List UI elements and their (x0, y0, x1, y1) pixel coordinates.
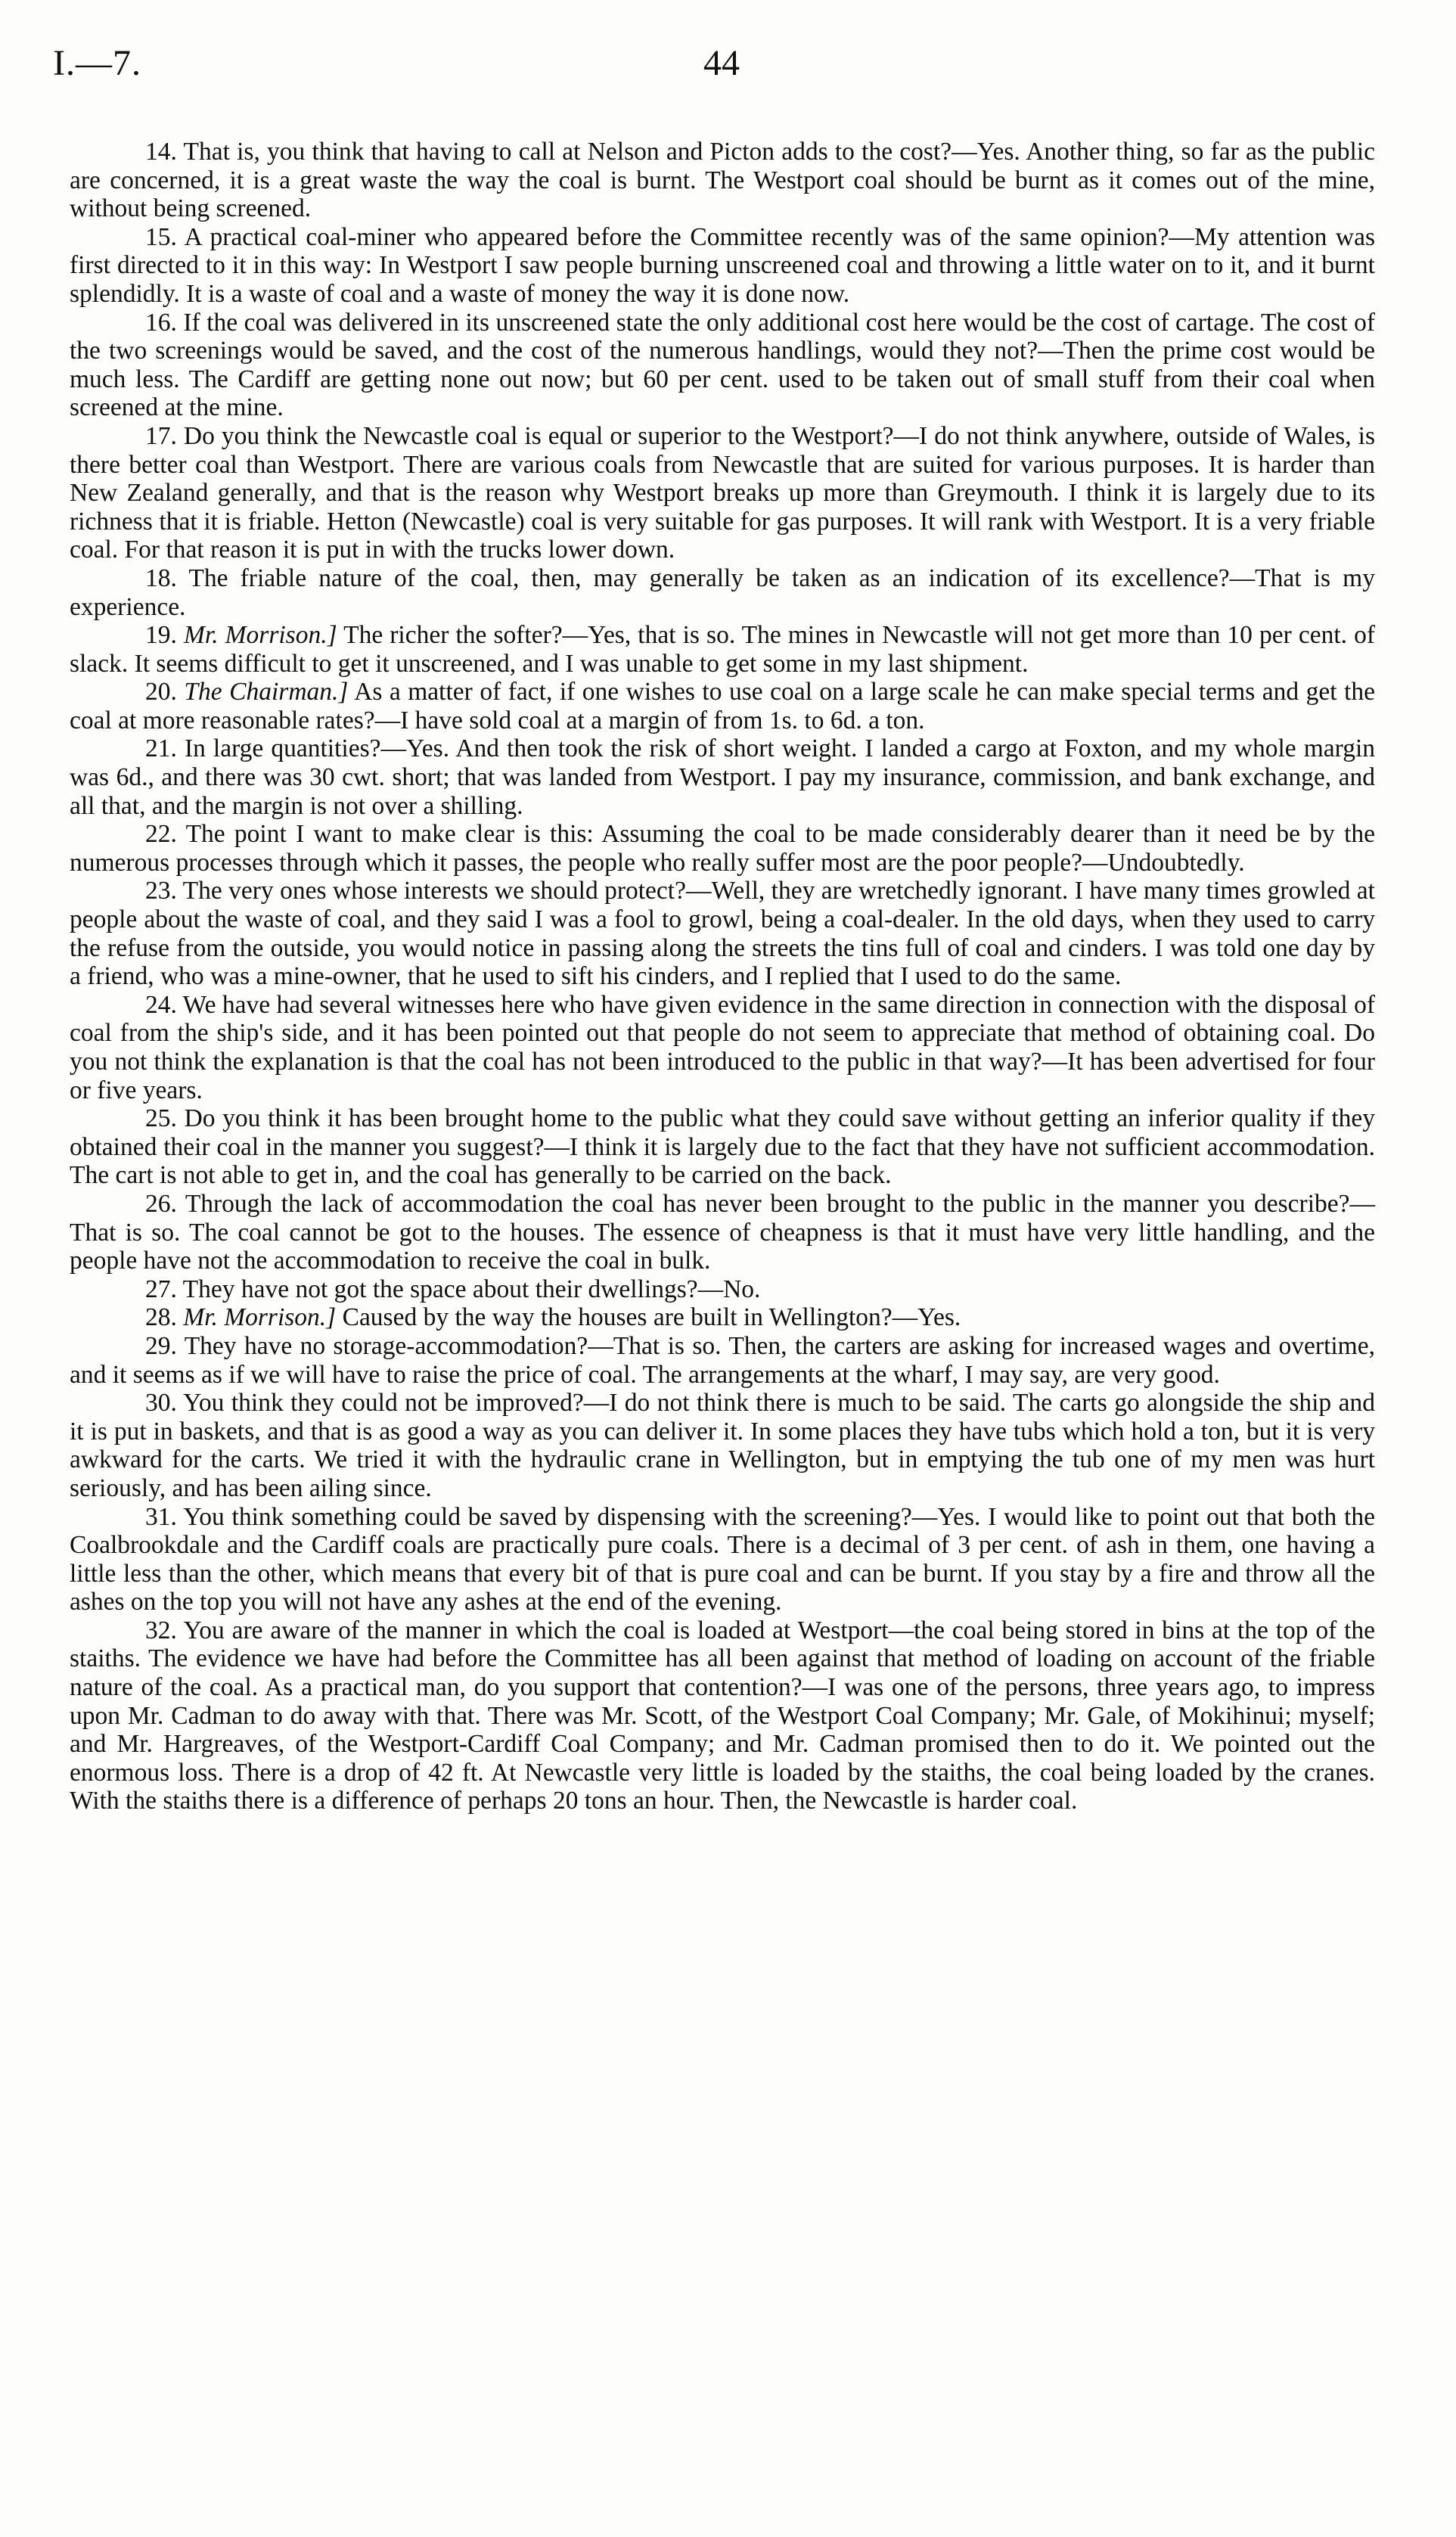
paragraph-31 (70, 1503, 1375, 1616)
paragraph-29 (70, 1332, 1375, 1389)
paragraph-number: 31. (145, 1502, 177, 1531)
paragraph-text: Through the lack of accommodation the coal has never been brought to the public in the manner you describe?—That is so. The coal cannot be got to the houses. The essence of cheapness is that it must have very little handling, and the people have not the accommodation to receive the coal in bulk. (70, 1189, 1375, 1275)
paragraph-text: If the coal was delivered in its unscreened state the only additional cost here would be the cost of cartage. The cost of the two screenings would be saved, and the cost of the numerous handlings, would they not?—Then the prime cost would be much less. The Cardiff are getting none out now; but 60 per cent. used to be taken out of small stuff from their coal when screened at the mine. (70, 308, 1376, 422)
paragraph-number: 26. (145, 1189, 177, 1218)
paragraph-number: 15. (145, 222, 177, 251)
paragraph-number: 28. (145, 1303, 177, 1332)
paragraph-text: They have no storage-accommodation?—That is so. Then, the carters are asking for increased wages and overtime, and it seems as if we will have to raise the price of coal. The arrangements at the wharf, I may say, are very good. (70, 1331, 1375, 1389)
paragraph-21 (70, 734, 1375, 820)
paragraph-text: A practical coal-miner who appeared before the Committee recently was of the same opinion?—My attention was first directed to it in this way: In Westport I saw people burning unscreened coal and throwing a little water on to it, and it burnt splendidly. It is a waste of coal and a waste of money the way it is done now. (70, 222, 1376, 308)
paragraph-text: In large quantities?—Yes. And then took the risk of short weight. I landed a cargo at Foxton, and my whole margin was 6d., and there was 30 cwt. short; that was landed from Westport. I pay my insurance, commission, and bank exchange, and all that, and the margin is not over a shilling. (70, 734, 1375, 820)
paragraph-number: 22. (145, 820, 177, 849)
paragraph-number: 24. (145, 990, 177, 1019)
speaker-name: The Chairman.] (184, 678, 349, 706)
paragraph-text: The very ones whose interests we should protect?—Well, they are wretchedly ignorant. I have many times growled at people about the waste of coal, and they said I was a fool to growl, being a coal-dealer. In the old days, when they used to carry the refuse from the outside, you would notice in passing along the streets the tins full of coal and cinders. I was told one day by a friend, who was a mine-owner, that he used to sift his cinders, and I replied that I used to do the same. (70, 877, 1375, 991)
paragraph-text: The point I want to make clear is this: Assuming the coal to be made considerably dearer than it need be by the numerous processes through which it passes, the people who really suffer most are the poor people?—Undoubtedly. (70, 820, 1375, 877)
paragraph-text: Caused by the way the houses are built in Wellington?—Yes. (342, 1303, 961, 1332)
paragraph-24 (70, 991, 1375, 1104)
paragraph-32 (70, 1616, 1375, 1815)
paragraph-22 (70, 820, 1375, 877)
paragraph-18 (70, 564, 1375, 621)
paragraph-text: The friable nature of the coal, then, may generally be taken as an indication of its excellence?—That is my experience. (70, 564, 1375, 621)
paragraph-number: 19. (145, 621, 177, 650)
paragraph-number: 29. (145, 1331, 177, 1360)
paragraph-17 (70, 422, 1375, 564)
paragraph-15 (70, 223, 1375, 309)
paragraph-26 (70, 1190, 1375, 1275)
paragraph-number: 25. (145, 1104, 177, 1133)
paragraph-text: You think they could not be improved?—I do not think there is much to be said. The carts go alongside the ship and it is put in baskets, and that is as good a way as you can deliver it. In some places they have tubs which hold a ton, but it is very awkward for the carts. We tried it with the hydraulic crane in Wellington, but in emptying the tub one of my men was hurt seriously, and has been ailing since. (70, 1389, 1375, 1502)
paragraph-14 (70, 138, 1375, 223)
speaker-name: Mr. Morrison.] (183, 621, 337, 650)
page-number: 44 (703, 43, 740, 83)
paragraph-20 (70, 678, 1375, 734)
paragraph-text: As a matter of fact, if one wishes to use coal on a large scale he can make special terms and get the coal at more reasonable rates?—I have sold coal at a margin of from 1s. to 6d. a ton. (70, 678, 1376, 734)
paragraph-27 (70, 1275, 1375, 1304)
paragraph-text: You are aware of the manner in which the coal is loaded at Westport—the coal being stored in bins at the top of the staiths. The evidence we have had before the Committee has all been against that method of loading on account of the friable nature of the coal. As a practical man, do you support that contention?—I was one of the persons, three years ago, to impress upon Mr. Cadman to do away with that. There was Mr. Scott, of the Westport Coal Company; Mr. Gale, of Mokihinui; myself; and Mr. Hargreaves, of the Westport-Cardiff Coal Company; and Mr. Cadman promised then to do it. We pointed out the enormous loss. There is a drop of 42 ft. At Newcastle very little is loaded by the staiths, the coal being loaded by the cranes. With the staiths there is a difference of perhaps 20 tons an hour. Then, the Newcastle is harder coal. (70, 1616, 1375, 1815)
paragraph-text: We have had several witnesses here who have given evidence in the same direction in connection with the disposal of coal from the ship's side, and it has been pointed out that people do not seem to appreciate that method of obtaining coal. Do you not think the explanation is that the coal has not been introduced to the public in that way?—It has been advertised for four or five years. (70, 990, 1375, 1104)
paragraph-25 (70, 1104, 1375, 1190)
paragraph-number: 23. (145, 877, 177, 905)
paragraph-number: 32. (145, 1616, 177, 1644)
paragraph-number: 20. (145, 678, 177, 706)
paragraph-28 (70, 1303, 1375, 1332)
paragraph-number: 30. (145, 1389, 177, 1418)
paragraph-text: Do you think the Newcastle coal is equal or superior to the Westport?—I do not think anywhere, outside of Wales, is there better coal than Westport. There are various coals from Newcastle that are suited for various purposes. It is harder than New Zealand generally, and that is the reason why Westport breaks up more than Greymouth. I think it is largely due to its richness that it is friable. Hetton (Newcastle) coal is very suitable for gas purposes. It will rank with Westport. It is a very friable coal. For that reason it is put in with the trucks lower down. (70, 421, 1376, 564)
testimony-body (70, 138, 1375, 1815)
paragraph-text: The richer the softer?—Yes, that is so. The mines in Newcastle will not get more than 10 per cent. of slack. It seems difficult to get it unscreened, and I was unable to get some in my last shipment. (70, 621, 1375, 678)
paragraph-text: That is, you think that having to call at Nelson and Picton adds to the cost?—Yes. Another thing, so far as the public are concerned, it is a great waste the way the coal is burnt. The Westport coal should be burnt as it comes out of the mine, without being screened. (70, 138, 1375, 223)
paragraph-text: They have not got the space about their dwellings?—No. (182, 1275, 761, 1303)
paragraph-text: Do you think it has been brought home to the public what they could save without getting an inferior quality if they obtained their coal in the manner you suggest?—I think it is largely due to the fact that they have not sufficient accommodation. The cart is not able to get in, and the coal has generally to be carried on the back. (70, 1104, 1376, 1190)
paragraph-text: You think something could be saved by dispensing with the screening?—Yes. I would like to point out that both the Coalbrookdale and the Cardiff coals are practically pure coals. There is a decimal of 3 per cent. of ash in them, one having a little less than the other, which means that every bit of that is pure coal and can be burnt. If you stay by a fire and throw all the ashes on the top you will not have any ashes at the end of the evening. (70, 1502, 1376, 1616)
speaker-name: Mr. Morrison.] (183, 1303, 337, 1332)
paragraph-30 (70, 1389, 1375, 1502)
paragraph-number: 14. (145, 138, 177, 166)
paragraph-number: 27. (145, 1275, 177, 1303)
paragraph-number: 16. (145, 308, 177, 337)
paragraph-number: 17. (145, 421, 177, 450)
paragraph-19 (70, 621, 1375, 678)
paragraph-23 (70, 877, 1375, 990)
paragraph-number: 21. (145, 734, 177, 763)
report-reference: I.—7. (53, 43, 141, 83)
paragraph-number: 18. (145, 564, 177, 592)
paragraph-16 (70, 309, 1375, 422)
